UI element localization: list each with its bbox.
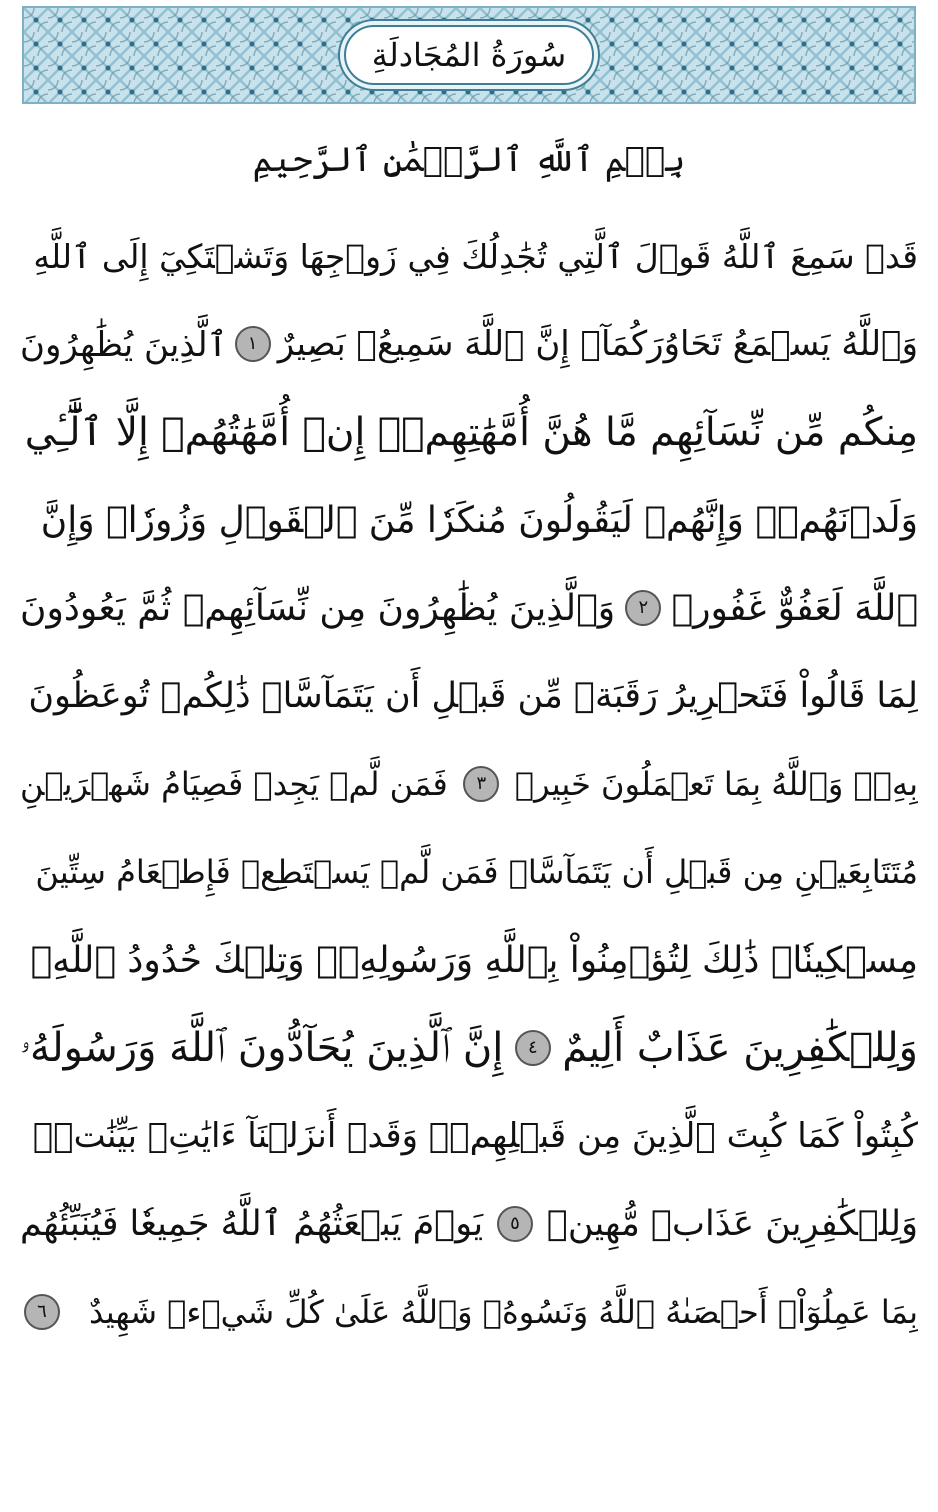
surah-title: سُورَةُ المُجَادلَةِ <box>371 36 567 74</box>
line-text: بِهِۦۚ وَٱللَّهُ بِمَا تَعۡمَلُونَ خَبِيرٞ <box>514 765 918 803</box>
line-text: وَلَدۡنَهُمۡۚ وَإِنَّهُمۡ لَيَقُولُونَ مُنكَرٗا مِّنَ ٱلۡقَوۡلِ وَزُورٗاۚ وَإِنَّ <box>40 499 918 541</box>
line-text: مُتَتَابِعَيۡنِ مِن قَبۡلِ أَن يَتَمَآسَّاۖ فَمَن لَّمۡ يَسۡتَطِعۡ فَإِطۡعَامُ سِتِّينَ <box>35 853 918 891</box>
surah-title-cartouche <box>344 25 594 85</box>
basmala: بِسۡمِ ٱللَّهِ ٱلرَّحۡمَٰنِ ٱلرَّحِيمِ <box>252 140 686 180</box>
line-text: إِنَّ ٱلَّذِينَ يُحَآدُّونَ ٱللَّهَ وَرَسُولَهُۥ <box>20 1025 504 1071</box>
line-text: ٱلَّذِينَ يُظَٰهِرُونَ <box>20 324 228 365</box>
text-line-8 <box>20 828 918 916</box>
ayah-number-marker: ١ <box>235 326 271 362</box>
line-text: مِسۡكِينٗاۚ ذَٰلِكَ لِتُؤۡمِنُواْ بِٱللَّهِ وَرَسُولِهِۦۚ وَتِلۡكَ حُدُودُ ٱللَّهِۗ <box>30 939 918 981</box>
ayah-number-marker: ٥ <box>497 1206 533 1242</box>
text-line-3 <box>20 388 918 476</box>
text-line-6 <box>20 652 918 740</box>
verse-text-body <box>20 212 918 1356</box>
line-text: وَٱلَّذِينَ يُظَٰهِرُونَ مِن نِّسَآئِهِمۡ ثُمَّ يَعُودُونَ <box>20 587 616 629</box>
ayah-number-marker: ٤ <box>515 1030 551 1066</box>
line-text: بِمَا عَمِلُوٓاْۚ أَحۡصَىٰهُ ٱللَّهُ وَنَسُوهُۚ وَٱللَّهُ عَلَىٰ كُلِّ شَيۡءٖ شَهِيدٌ <box>89 1293 918 1331</box>
text-line-2 <box>20 300 918 388</box>
line-text: قَدۡ سَمِعَ ٱللَّهُ قَوۡلَ ٱلَّتِي تُجَٰدِلُكَ فِي زَوۡجِهَا وَتَشۡتَكِيٓ إِلَى ٱللَّهِ <box>33 236 918 276</box>
line-text: مِنكُم مِّن نِّسَآئِهِم مَّا هُنَّ أُمَّهَٰتِهِمۡۖ إِنۡ أُمَّهَٰتُهُمۡ إِلَّا ٱلَّٰٓـِٔي <box>24 409 918 455</box>
ayah-number-marker: ٦ <box>24 1294 60 1330</box>
text-line-7 <box>20 740 918 828</box>
text-line-4 <box>20 476 918 564</box>
text-line-11 <box>20 1092 918 1180</box>
line-text: كُبِتُواْ كَمَا كُبِتَ ٱلَّذِينَ مِن قَبۡلِهِمۡۚ وَقَدۡ أَنزَلۡنَآ ءَايَٰتِۭ بَيِّنَٰتٖۚ <box>32 1116 918 1156</box>
line-text: لِمَا قَالُواْ فَتَحۡرِيرُ رَقَبَةٖ مِّن قَبۡلِ أَن يَتَمَآسَّاۚ ذَٰلِكُمۡ تُوعَظُونَ <box>28 676 918 716</box>
text-line-9 <box>20 916 918 1004</box>
ayah-number-marker: ٣ <box>463 766 499 802</box>
text-line-10 <box>20 1004 918 1092</box>
text-line-5 <box>20 564 918 652</box>
line-text: فَمَن لَّمۡ يَجِدۡ فَصِيَامُ شَهۡرَيۡنِ <box>20 765 448 803</box>
ayah-number-marker: ٢ <box>625 590 661 626</box>
text-line-1 <box>20 212 918 300</box>
line-text: وَلِلۡكَٰفِرِينَ عَذَابٞ مُّهِينٞ <box>546 1204 918 1244</box>
line-text: وَٱللَّهُ يَسۡمَعُ تَحَاوُرَكُمَآۚ إِنَّ ٱللَّهَ سَمِيعُۢ بَصِيرٌ <box>277 324 918 364</box>
line-text: يَوۡمَ يَبۡعَثُهُمُ ٱللَّهُ جَمِيعٗا فَيُنَبِّئُهُم <box>20 1204 484 1244</box>
text-line-12 <box>20 1180 918 1268</box>
surah-header-banner <box>22 6 916 104</box>
line-text: وَلِلۡكَٰفِرِينَ عَذَابٌ أَلِيمٌ <box>562 1025 918 1071</box>
text-line-13 <box>20 1268 918 1356</box>
line-text: ٱللَّهَ لَعَفُوٌّ غَفُورٞ <box>671 587 918 629</box>
